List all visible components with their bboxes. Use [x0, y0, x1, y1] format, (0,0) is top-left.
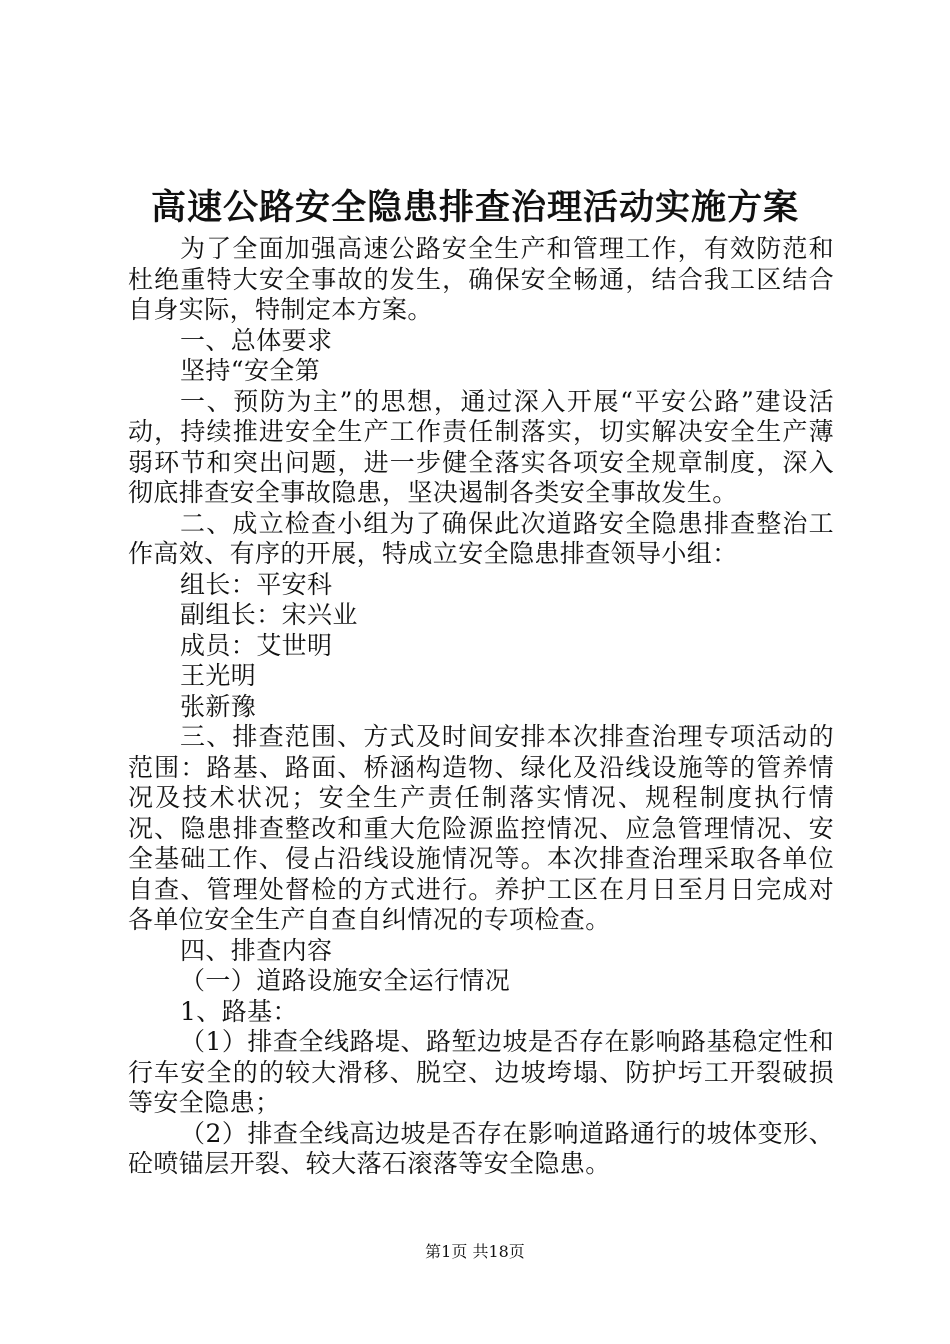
paragraph-inspection-group: 二、成立检查小组为了确保此次道路安全隐患排查整治工作高效、有序的开展，特成立安全隐患排查领导小组： — [128, 508, 834, 568]
group-leader: 组长：平安科 — [180, 569, 333, 599]
heading-general-requirements: 一、总体要求 — [180, 325, 333, 355]
document-body — [128, 234, 834, 1180]
subheading-road-facilities: （一）道路设施安全运行情况 — [180, 966, 511, 995]
paragraph-prevention: 一、预防为主”的思想，通过深入开展“平安公路”建设活动，持续推进安全生产工作责任制落实，切实解决安全生产薄弱环节和突出问题，进一步健全落实各项安全规章制度，深入彻底排查安全事故隐患，坚决遏制各类安全事故发生。 — [128, 386, 834, 507]
group-deputy-leader: 副组长：宋兴业 — [180, 600, 358, 629]
group-member: 成员：艾世明 — [180, 630, 333, 660]
page-footer: 第1页 共18页 — [425, 1242, 525, 1261]
paragraph-intro: 为了全面加强高速公路安全生产和管理工作，有效防范和杜绝重特大安全事故的发生，确保安全畅通，结合我工区结合自身实际，特制定本方案。 — [128, 234, 834, 324]
paragraph-scope: 三、排查范围、方式及时间安排本次排查治理专项活动的范围：路基、路面、桥涵构造物、绿化及沿线设施等的管养情况及技术状况；安全生产责任制落实情况、规程制度执行情况、隐患排查整改和重大危险源监控情况、应急管理情况、安全基础工作、侵占沿线设施情况等。本次排查治理采取各单位自查、管理处督检的方式进行。养护工区在月日至月日完成对各单位安全生产自查自纠情况的专项检查。 — [128, 722, 834, 934]
group-member: 张新豫 — [180, 691, 257, 721]
paragraph-safety-first: 坚持“安全第 — [180, 356, 321, 385]
item-subgrade-2: （2）排查全线高边坡是否存在影响道路通行的坡体变形、砼喷锚层开裂、较大落石滚落等安全隐患。 — [128, 1118, 834, 1178]
heading-inspection-content: 四、排查内容 — [180, 935, 333, 965]
group-member: 王光明 — [180, 661, 257, 690]
subheading-subgrade: 1、路基： — [180, 996, 298, 1026]
item-subgrade-1: （1）排查全线路堤、路堑边坡是否存在影响路基稳定性和行车安全的的较大滑移、脱空、边坡垮塌、防护圬工开裂破损等安全隐患； — [128, 1027, 834, 1117]
document-title: 高速公路安全隐患排查治理活动实施方案 — [150, 187, 799, 228]
